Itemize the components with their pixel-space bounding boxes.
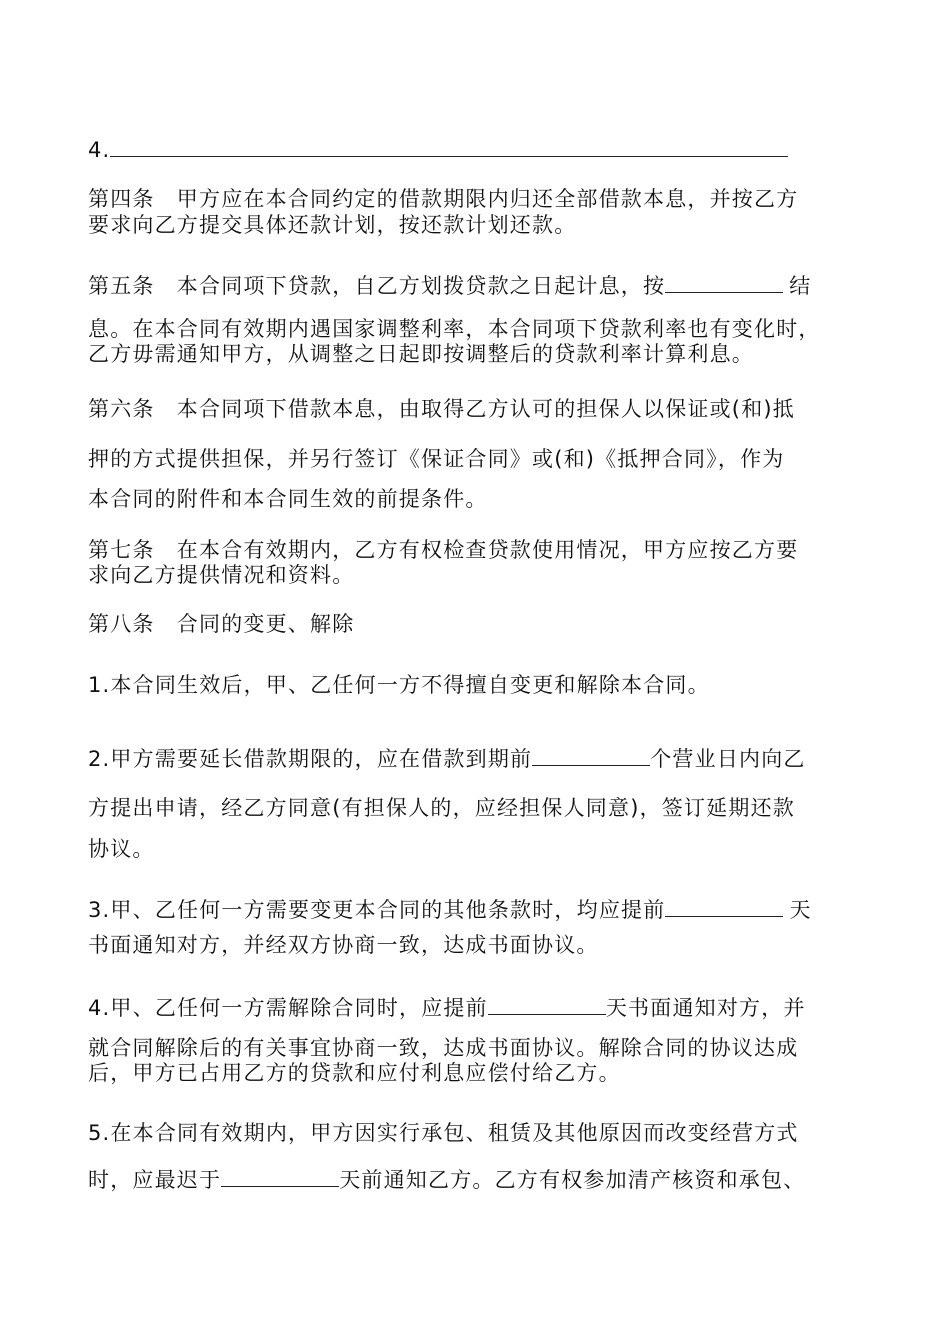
item-4-line (88, 136, 788, 163)
clause-2-line-3: 协议。 (88, 837, 155, 861)
clause-3-line-1 (88, 896, 812, 923)
article-6-line-2: 押的方式提供担保，并另行签订《保证合同》或(和)《抵押合同》，作为 (88, 447, 785, 471)
article-7-line-2: 求向乙方提供情况和资料。 (88, 563, 355, 587)
clause-5-line-1: 5.在本合同有效期内，甲方因实行承包、租赁及其他原因而改变经营方式 (88, 1121, 799, 1145)
clause-5-text-end: 天前通知乙方。乙方有权参加清产核资和承包、 (339, 1168, 806, 1192)
article-8-title: 第八条 合同的变更、解除 (88, 612, 355, 636)
fill-blank (110, 136, 788, 157)
fill-blank (221, 1166, 339, 1187)
article-5-line-1 (88, 272, 811, 299)
article-7-line-1: 第七条 在本合有效期内，乙方有权检查贷款使用情况，甲方应按乙方要 (88, 538, 799, 562)
article-5-text: 第五条 本合同项下贷款，自乙方划拨贷款之日起计息，按 (88, 274, 666, 298)
fill-blank (532, 745, 650, 766)
article-5-line-3: 乙方毋需通知甲方，从调整之日起即按调整后的贷款利率计算利息。 (88, 342, 754, 366)
clause-5-text: 时，应最迟于 (88, 1168, 222, 1192)
fill-blank (665, 272, 783, 293)
clause-3-text-end: 天 (789, 898, 812, 922)
article-5-text-end: 结 (789, 274, 812, 298)
article-5-line-2: 息。在本合同有效期内遇国家调整利率，本合同项下贷款利率也有变化时， (88, 317, 821, 341)
clause-2-line-2: 方提出申请，经乙方同意(有担保人的，应经担保人同意)，签订延期还款 (88, 796, 795, 820)
clause-4-line-2: 就合同解除后的有关事宜协商一致，达成书面协议。解除合同的协议达成 (88, 1036, 799, 1060)
clause-2-text: 2.甲方需要延长借款期限的，应在借款到期前 (88, 747, 533, 771)
clause-4-text-end: 天书面通知对方，并 (605, 996, 806, 1020)
article-4-line-2: 要求向乙方提交具体还款计划，按还款计划还款。 (88, 213, 577, 237)
fill-blank (488, 994, 606, 1015)
clause-5-line-2 (88, 1166, 805, 1193)
clause-4-line-1 (88, 994, 806, 1021)
fill-blank (665, 896, 783, 917)
clause-3-text: 3.甲、乙任何一方需要变更本合同的其他条款时，均应提前 (88, 898, 666, 922)
clause-4-line-3: 后，甲方已占用乙方的贷款和应付利息应偿付给乙方。 (88, 1061, 621, 1085)
clause-4-text: 4.甲、乙任何一方需解除合同时，应提前 (88, 996, 488, 1020)
clause-3-line-2: 书面通知对方，并经双方协商一致，达成书面协议。 (88, 933, 599, 957)
article-6-line-3: 本合同的附件和本合同生效的前提条件。 (88, 487, 488, 511)
item-4-number: 4. (88, 138, 111, 162)
clause-2-text-end: 个营业日内向乙 (650, 747, 806, 771)
clause-2-line-1 (88, 745, 806, 772)
clause-1: 1.本合同生效后，甲、乙任何一方不得擅自变更和解除本合同。 (88, 673, 710, 697)
article-4-line-1: 第四条 甲方应在本合同约定的借款期限内归还全部借款本息，并按乙方 (88, 187, 799, 211)
article-6-line-1: 第六条 本合同项下借款本息，由取得乙方认可的担保人以保证或(和)抵 (88, 397, 795, 421)
